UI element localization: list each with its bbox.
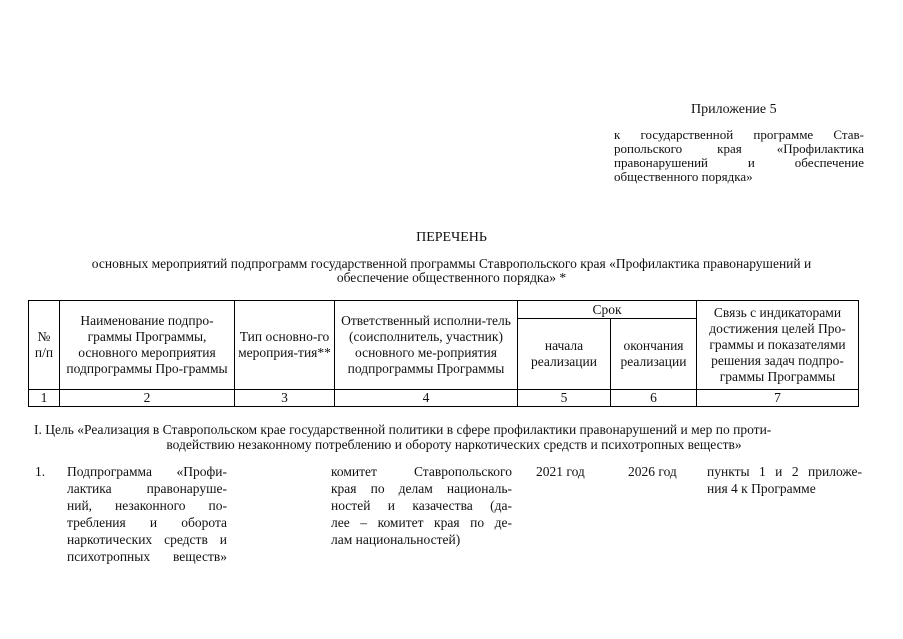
row-end-year: 2026 год	[628, 464, 677, 479]
row-indicators	[707, 463, 862, 497]
row-executor-line: ностей и казачества (да-	[331, 498, 512, 513]
row-executor-line: края по делам националь-	[331, 481, 512, 496]
goal-line: водействию незаконному потреблению и обороту наркотических средств и психотропных веществ»	[166, 437, 742, 452]
row-name-line: ний, незаконного по-	[67, 498, 227, 513]
column-number: 1	[29, 390, 60, 407]
row-name-line: Подпрограмма «Профи-	[67, 464, 227, 479]
appendix-line: общественного порядка»	[614, 169, 753, 184]
column-number: 2	[60, 390, 235, 407]
header-name: Наименование подпро-граммы Программы, основного мероприятия подпрограммы Про-граммы	[60, 301, 235, 390]
measures-table	[28, 300, 859, 407]
row-executor-line: лам национальностей)	[331, 532, 461, 547]
appendix-line: правонарушений и обеспечение	[614, 155, 864, 170]
header-num: № п/п	[29, 301, 60, 390]
row-name-line: наркотических средств и	[67, 532, 227, 547]
row-executor	[331, 463, 512, 548]
row-name-line: лактика правонаруше-	[67, 481, 227, 496]
column-number: 4	[335, 390, 518, 407]
header-indicators: Связь с индикаторами достижения целей Про-граммы и показателями решения задач подпро-граммы Программы	[697, 301, 859, 390]
appendix-title: Приложение 5	[691, 102, 777, 117]
subtitle-line: обеспечение общественного порядка» *	[336, 270, 567, 285]
subtitle-line: основных мероприятий подпрограмм государственной программы Ставропольского края «Профилактика правонарушений и	[91, 256, 812, 271]
header-type: Тип основно-го мероприя-тия**	[235, 301, 335, 390]
column-number: 3	[235, 390, 335, 407]
document-subtitle	[30, 257, 873, 285]
row-number: 1.	[35, 464, 46, 479]
row-name	[67, 463, 227, 565]
row-name-line: психотропных веществ»	[67, 549, 227, 564]
appendix-line: ропольского края «Профилактика	[614, 141, 864, 156]
goal-line: I. Цель «Реализация в Ставропольском крае государственной политики в сфере профилактики правонарушений и мер по проти-	[34, 422, 772, 437]
column-number: 7	[697, 390, 859, 407]
appendix-reference	[614, 128, 864, 184]
row-start-year: 2021 год	[536, 464, 585, 479]
row-name-line: требления и оборота	[67, 515, 227, 530]
header-term: Срок	[518, 301, 697, 319]
row-executor-line: комитет Ставропольского	[331, 464, 512, 479]
row-executor-line: лее – комитет края по де-	[331, 515, 512, 530]
document-title: ПЕРЕЧЕНЬ	[416, 230, 487, 245]
row-indicator-line: пункты 1 и 2 приложе-	[707, 464, 862, 479]
goal-heading	[34, 422, 874, 452]
header-start: начала реализации	[518, 319, 611, 390]
column-number: 6	[611, 390, 697, 407]
row-indicator-line: ния 4 к Программе	[707, 481, 816, 496]
header-executor: Ответственный исполни-тель (соисполнитель, участник) основного ме-роприятия подпрограммы Программы	[335, 301, 518, 390]
column-number: 5	[518, 390, 611, 407]
header-end: окончания реализации	[611, 319, 697, 390]
appendix-line: к государственной программе Став-	[614, 127, 864, 142]
